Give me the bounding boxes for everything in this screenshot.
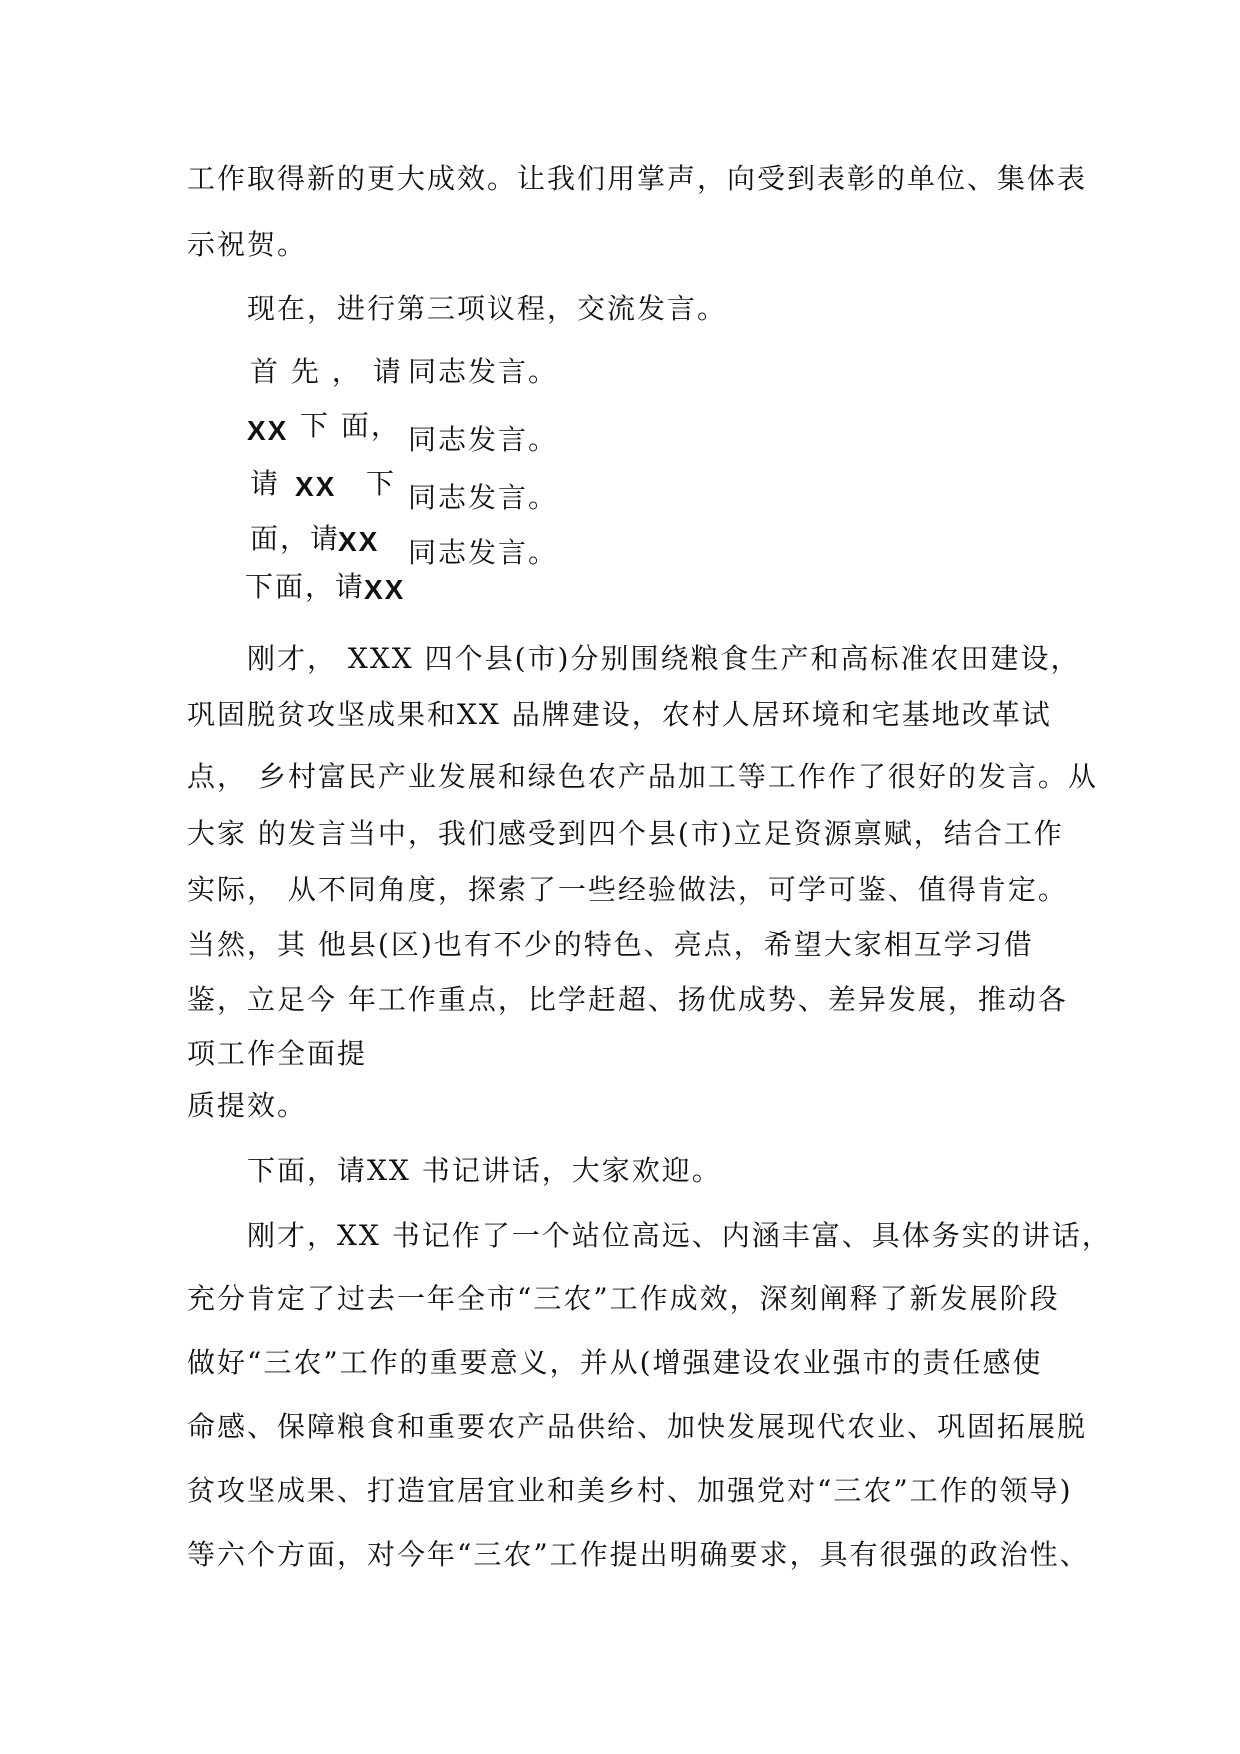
closing-line-2: 充分肯定了过去一年全市“三农”工作成效，深刻阐释了新发展阶段 — [187, 1282, 1060, 1315]
summary-line-9: 质提效。 — [187, 1089, 308, 1122]
summary-line-5: 实际， 从不同角度，探索了一些经验做法，可学可鉴、值得肯定。 — [187, 873, 1068, 906]
summary-line-8: 项工作全面提 — [187, 1037, 368, 1070]
speaker-e-prefix: 下面，请 — [245, 570, 366, 603]
speaker-c-suffix: 同志发言。 — [408, 481, 559, 514]
intro-line-2: 示祝贺。 — [187, 228, 308, 261]
summary-line-3: 点， 乡村富民产业发展和绿色农产品加工等工作作了很好的发言。从 — [187, 760, 1098, 793]
agenda-line: 现在，进行第三项议程，交流发言。 — [247, 292, 728, 325]
summary-line-4: 大家 的发言当中，我们感受到四个县(市)立足资源禀赋，结合工作 — [187, 817, 1064, 850]
speaker-d-xx: XX — [338, 526, 380, 557]
closing-line-6: 等六个方面，对今年“三农”工作提出明确要求，具有很强的政治性、 — [187, 1538, 1090, 1571]
invite-line: 下面，请XX 书记讲话，大家欢迎。 — [247, 1154, 722, 1187]
summary-line-6: 当然，其 他县(区)也有不少的特色、亮点，希望大家相互学习借 — [187, 928, 1034, 961]
intro-line-1: 工作取得新的更大成效。让我们用掌声，向受到表彰的单位、集体表 — [187, 162, 1088, 195]
closing-line-1: 刚才，XX 书记作了一个站位高远、内涵丰富、具体务实的讲话， — [247, 1219, 1112, 1252]
speaker-b-xx: XX — [247, 415, 289, 446]
speaker-b-prefix: 下 面， — [300, 409, 401, 442]
closing-line-5: 贫攻坚成果、打造宜居宜业和美乡村、加强党对“三农”工作的领导) — [187, 1474, 1073, 1507]
summary-line-7: 鉴，立足今 年工作重点，比学赶超、扬优成势、差异发展，推动各 — [187, 983, 1068, 1016]
speaker-d-prefix: 面，请 — [250, 522, 341, 555]
closing-line-4: 命感、保障粮食和重要农产品供给、加快发展现代农业、巩固拓展脱 — [187, 1410, 1088, 1443]
speaker-a-prefix: 首 先 ， 请 — [250, 355, 403, 388]
speaker-e-xx: XX — [364, 574, 406, 605]
speaker-a-suffix: 同志发言。 — [408, 355, 559, 388]
summary-line-1: 刚才， XXX 四个县(市)分别围绕粮食生产和高标准农田建设， — [247, 642, 1081, 675]
closing-line-3: 做好“三农”工作的重要意义，并从(增强建设农业强市的责任感使 — [187, 1346, 1043, 1379]
summary-line-2: 巩固脱贫攻坚成果和XX 品牌建设，农村人居环境和宅基地改革试 — [187, 698, 1052, 731]
speaker-b-suffix: 同志发言。 — [408, 423, 559, 456]
speaker-c-prefix: 请 — [250, 467, 281, 500]
speaker-c-xx: XX — [295, 471, 337, 502]
speaker-c-mid: 下 — [366, 467, 397, 500]
speaker-d-suffix: 同志发言。 — [408, 536, 559, 569]
